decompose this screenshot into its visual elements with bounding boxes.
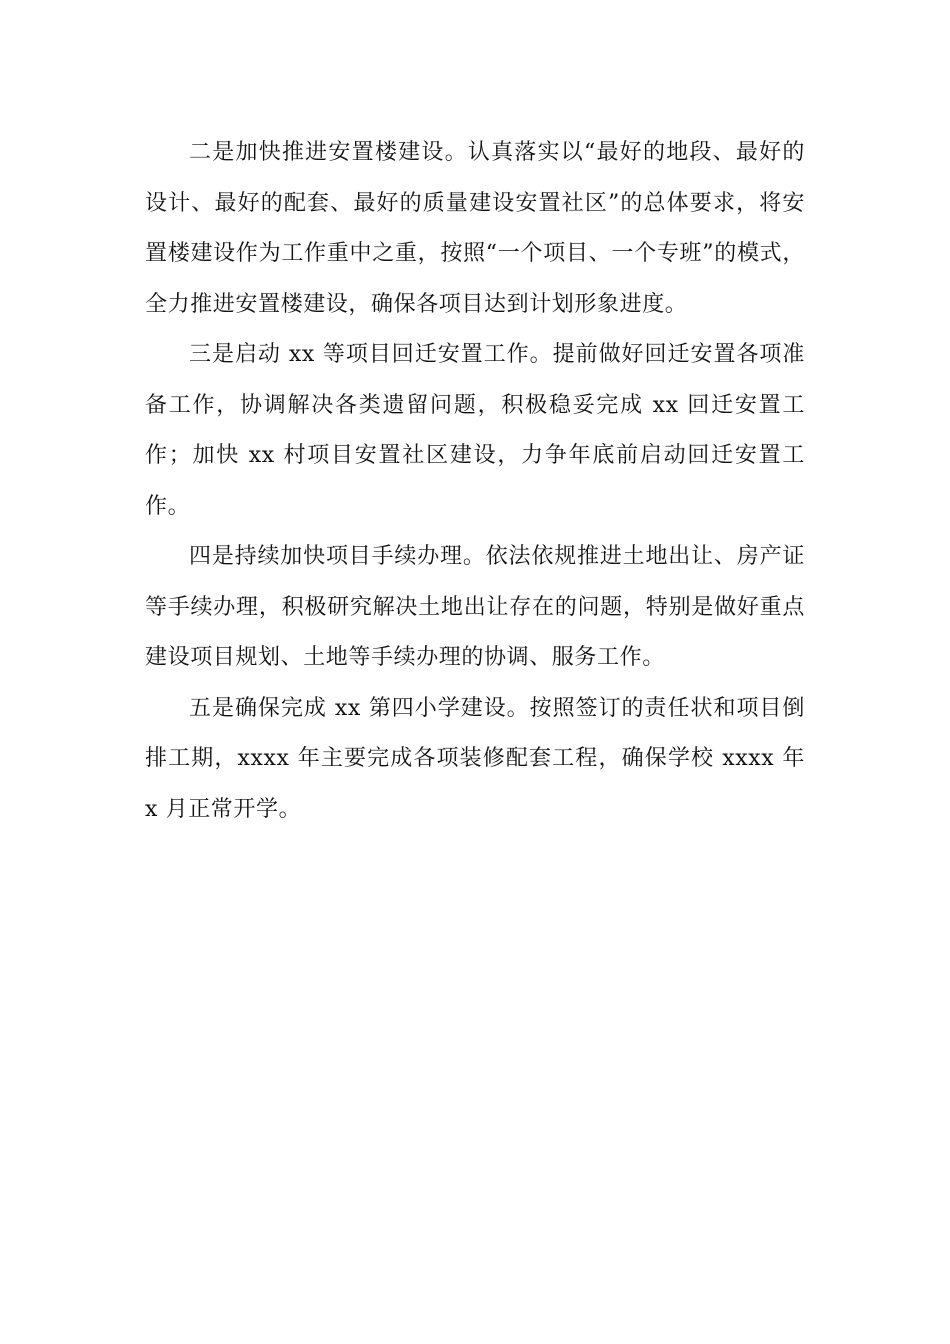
document-body bbox=[145, 128, 805, 835]
paragraph-school-construction: 五是确保完成 xx 第四小学建设。按照签订的责任状和项目倒排工期，xxxx 年主要完成各项装修配套工程，确保学校 xxxx 年 x 月正常开学。 bbox=[145, 695, 805, 822]
paragraph-relocation-work: 三是启动 xx 等项目回迁安置工作。提前做好回迁安置各项准备工作，协调解决各类遗留问题，积极稳妥完成 xx 回迁安置工作；加快 xx 村项目安置社区建设，力争年底前启动回迁安置工作。 bbox=[145, 342, 805, 519]
paragraph-resettlement-buildings: 二是加快推进安置楼建设。认真落实以“最好的地段、最好的设计、最好的配套、最好的质量建设安置社区”的总体要求，将安置楼建设作为工作重中之重，按照“一个项目、一个专班”的模式，全力推进安置楼建设，确保各项目达到计划形象进度。 bbox=[145, 140, 805, 317]
paragraph-project-procedures: 四是持续加快项目手续办理。依法依规推进土地出让、房产证等手续办理，积极研究解决土地出让存在的问题，特别是做好重点建设项目规划、土地等手续办理的协调、服务工作。 bbox=[145, 544, 805, 670]
